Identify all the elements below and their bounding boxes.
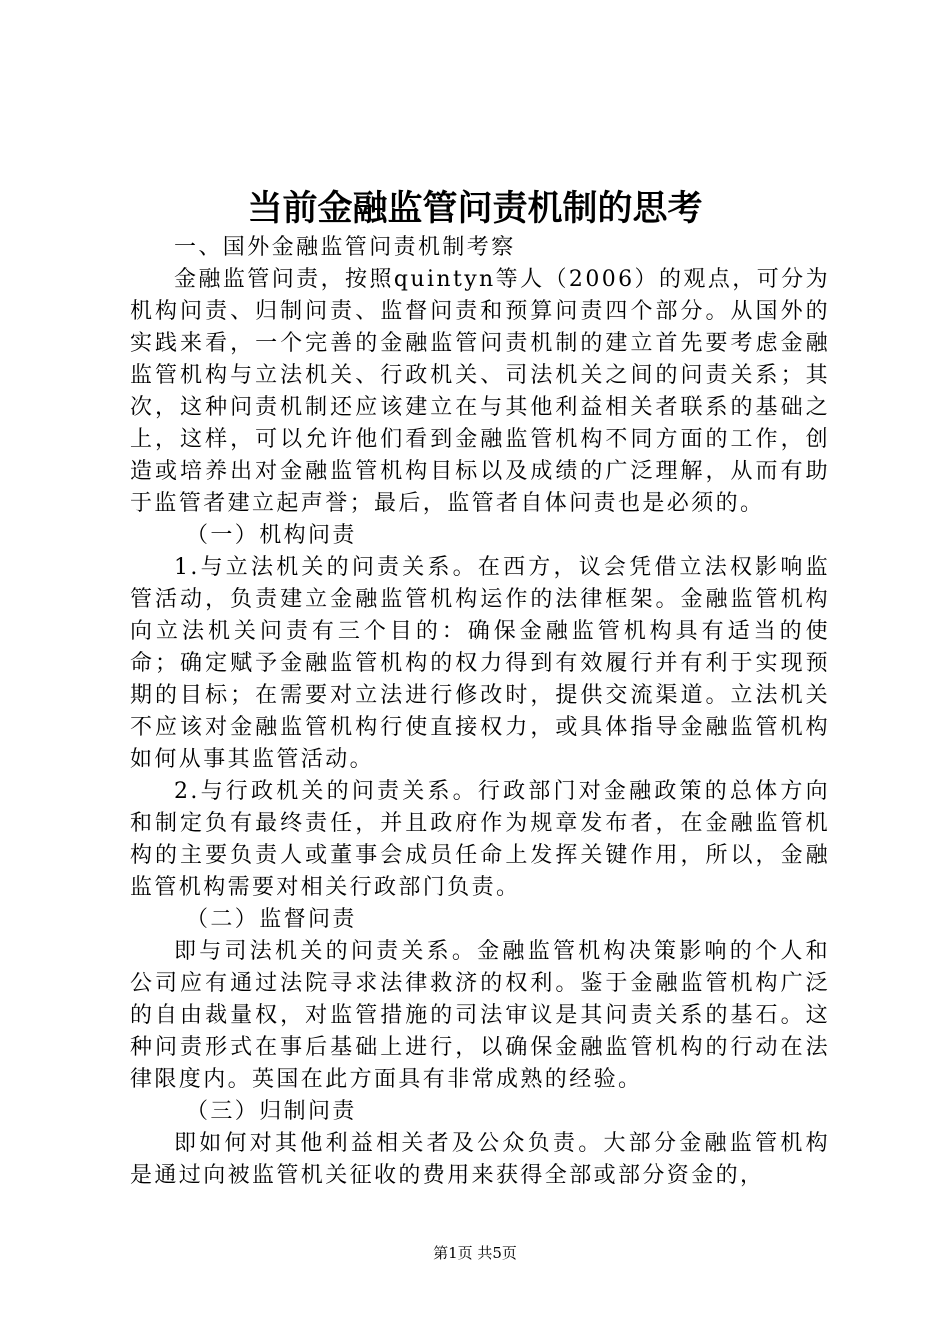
page-footer: 第1页 共5页 bbox=[433, 1244, 517, 1262]
legislative-paragraph: 1.与立法机关的问责关系。在西方，议会凭借立法权影响监管活动，负责建立金融监管机构运作的法律框架。金融监管机构向立法机关问责有三个目的：确保金融监管机构具有适当的使命；确定赋予金融监管机构的权力得到有效履行并有利于实现预期的目标；在需要对立法进行修改时，提供交流渠道。立法机关不应该对金融监管机构行使直接权力，或具体指导金融监管机构如何从事其监管活动。 bbox=[130, 555, 830, 772]
section-heading-1: 一、国外金融监管问责机制考察 bbox=[174, 235, 516, 260]
intro-paragraph: 金融监管问责，按照quintyn等人（2006）的观点，可分为机构问责、归制问责、监督问责和预算问责四个部分。从国外的实践来看，一个完善的金融监管问责机制的建立首先要考虑金融监管机构与立法机关、行政机关、司法机关之间的问责关系；其次，这种问责机制还应该建立在与其他利益相关者联系的基础之上，这样，可以允许他们看到金融监管机构不同方面的工作，创造或培养出对金融监管机构目标以及成绩的广泛理解，从而有助于监管者建立起声誉；最后，监管者自体问责也是必须的。 bbox=[130, 267, 830, 516]
document-body bbox=[130, 232, 830, 1192]
supervision-paragraph: 即与司法机关的问责关系。金融监管机构决策影响的个人和公司应有通过法院寻求法律救济的权利。鉴于金融监管机构广泛的自由裁量权，对监管措施的司法审议是其问责关系的基石。这种问责形式在事后基础上进行，以确保金融监管机构的行动在法律限度内。英国在此方面具有非常成熟的经验。 bbox=[130, 939, 830, 1092]
regulation-paragraph: 即如何对其他利益相关者及公众负责。大部分金融监管机构是通过向被监管机关征收的费用来获得全部或部分资金的， bbox=[130, 1131, 830, 1188]
subsection-heading-3: （三）归制问责 bbox=[186, 1099, 357, 1124]
subsection-heading-2: （二）监督问责 bbox=[186, 907, 357, 932]
document-title: 当前金融监管问责机制的思考 bbox=[247, 188, 703, 229]
subsection-heading-1: （一）机构问责 bbox=[186, 523, 357, 548]
executive-paragraph: 2.与行政机关的问责关系。行政部门对金融政策的总体方向和制定负有最终责任，并且政府作为规章发布者，在金融监管机构的主要负责人或董事会成员任命上发挥关键作用，所以，金融监管机构需要对相关行政部门负责。 bbox=[130, 779, 830, 900]
